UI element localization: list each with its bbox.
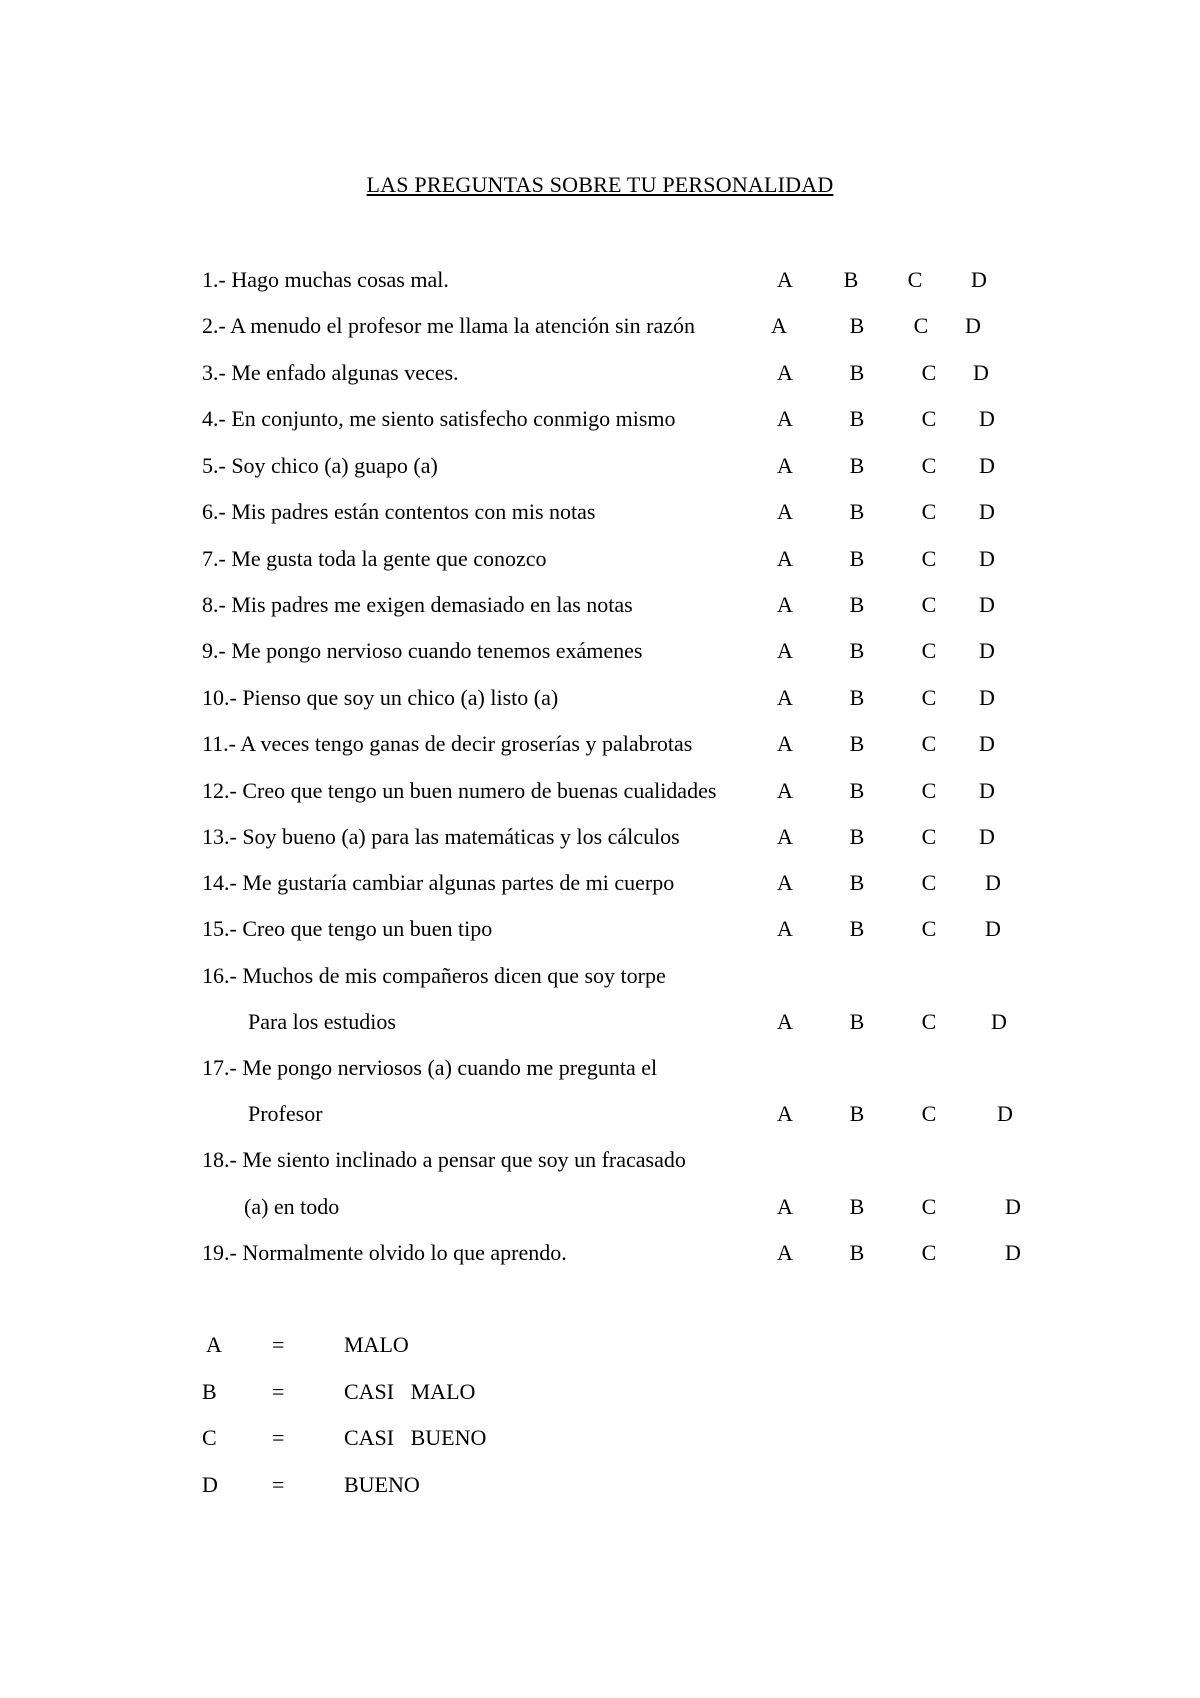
option-a[interactable]: A	[777, 499, 793, 524]
question-text: 18.- Me siento inclinado a pensar que soy un fracasado	[202, 1147, 686, 1172]
question-text: 2.- A menudo el profesor me llama la atención sin razón	[202, 313, 696, 338]
question-text-continuation: Para los estudios	[248, 1009, 396, 1034]
option-b[interactable]: B	[849, 638, 865, 663]
legend-letter: B	[202, 1379, 217, 1404]
question-text: 3.- Me enfado algunas veces.	[202, 360, 459, 385]
question-16-continuation	[202, 1006, 1102, 1038]
option-b[interactable]: B	[843, 267, 859, 292]
question-8	[202, 589, 1102, 621]
option-d[interactable]: D	[1005, 1194, 1021, 1219]
legend-row-d	[202, 1469, 702, 1501]
option-c[interactable]: C	[921, 546, 937, 571]
option-c[interactable]: C	[921, 870, 937, 895]
option-a[interactable]: A	[777, 916, 793, 941]
option-b[interactable]: B	[849, 406, 865, 431]
question-10	[202, 682, 1102, 714]
option-b[interactable]: B	[849, 499, 865, 524]
option-c[interactable]: C	[921, 1101, 937, 1126]
question-13	[202, 821, 1102, 853]
question-text: 4.- En conjunto, me siento satisfecho conmigo mismo	[202, 406, 676, 431]
option-b[interactable]: B	[849, 916, 865, 941]
option-a[interactable]: A	[777, 685, 793, 710]
option-a[interactable]: A	[777, 406, 793, 431]
legend-row-c	[202, 1422, 702, 1454]
option-a[interactable]: A	[777, 731, 793, 756]
option-a[interactable]: A	[777, 638, 793, 663]
option-b[interactable]: B	[849, 453, 865, 478]
option-a[interactable]: A	[777, 592, 793, 617]
question-17-continuation	[202, 1098, 1102, 1130]
option-a[interactable]: A	[777, 1009, 793, 1034]
option-a[interactable]: A	[771, 313, 787, 338]
option-d[interactable]: D	[979, 685, 995, 710]
legend-letter: C	[202, 1425, 217, 1450]
option-d[interactable]: D	[979, 499, 995, 524]
legend-letter: D	[202, 1472, 218, 1497]
option-b[interactable]: B	[849, 870, 865, 895]
option-b[interactable]: B	[849, 1194, 865, 1219]
option-d[interactable]: D	[997, 1101, 1013, 1126]
question-text: 1.- Hago muchas cosas mal.	[202, 267, 449, 292]
option-c[interactable]: C	[921, 1240, 937, 1265]
option-c[interactable]: C	[921, 638, 937, 663]
legend-equals: =	[272, 1425, 285, 1450]
option-d[interactable]: D	[973, 360, 989, 385]
option-d[interactable]: D	[979, 638, 995, 663]
legend-meaning: BUENO	[344, 1472, 420, 1497]
question-3	[202, 357, 1102, 389]
option-b[interactable]: B	[849, 685, 865, 710]
option-c[interactable]: C	[921, 406, 937, 431]
option-c[interactable]: C	[921, 1009, 937, 1034]
question-text: 11.- A veces tengo ganas de decir groserías y palabrotas	[202, 731, 693, 756]
question-2	[202, 310, 1102, 342]
question-11	[202, 728, 1102, 760]
option-d[interactable]: D	[979, 546, 995, 571]
option-a[interactable]: A	[777, 824, 793, 849]
question-text: 7.- Me gusta toda la gente que conozco	[202, 546, 547, 571]
question-14	[202, 867, 1102, 899]
question-text: 6.- Mis padres están contentos con mis notas	[202, 499, 596, 524]
option-c[interactable]: C	[921, 685, 937, 710]
option-b[interactable]: B	[849, 592, 865, 617]
question-12	[202, 775, 1102, 807]
option-d[interactable]: D	[979, 592, 995, 617]
option-c[interactable]: C	[921, 916, 937, 941]
option-a[interactable]: A	[777, 1240, 793, 1265]
option-c[interactable]: C	[921, 1194, 937, 1219]
legend-meaning: CASI MALO	[344, 1379, 476, 1404]
option-d[interactable]: D	[979, 778, 995, 803]
question-text: 5.- Soy chico (a) guapo (a)	[202, 453, 438, 478]
legend-letter: A	[206, 1332, 222, 1357]
legend-equals: =	[272, 1379, 285, 1404]
option-c[interactable]: C	[921, 360, 937, 385]
legend-meaning: MALO	[344, 1332, 409, 1357]
question-text-continuation: (a) en todo	[244, 1194, 340, 1219]
question-text: 19.- Normalmente olvido lo que aprendo.	[202, 1240, 567, 1265]
option-d[interactable]: D	[971, 267, 987, 292]
question-17	[202, 1052, 1102, 1084]
option-c[interactable]: C	[913, 313, 929, 338]
question-text: 14.- Me gustaría cambiar algunas partes de mi cuerpo	[202, 870, 675, 895]
option-b[interactable]: B	[849, 360, 865, 385]
option-b[interactable]: B	[849, 778, 865, 803]
option-c[interactable]: C	[921, 453, 937, 478]
option-a[interactable]: A	[777, 1194, 793, 1219]
question-text: 8.- Mis padres me exigen demasiado en las notas	[202, 592, 633, 617]
option-c[interactable]: C	[921, 499, 937, 524]
option-d[interactable]: D	[991, 1009, 1007, 1034]
option-b[interactable]: B	[849, 1101, 865, 1126]
option-c[interactable]: C	[921, 778, 937, 803]
option-b[interactable]: B	[849, 1009, 865, 1034]
question-text: 12.- Creo que tengo un buen numero de buenas cualidades	[202, 778, 717, 803]
option-c[interactable]: C	[921, 731, 937, 756]
question-16	[202, 960, 1102, 992]
legend-row-b	[202, 1376, 702, 1408]
option-a[interactable]: A	[777, 778, 793, 803]
question-text: 16.- Muchos de mis compañeros dicen que soy torpe	[202, 963, 666, 988]
legend-equals: =	[272, 1332, 285, 1357]
option-b[interactable]: B	[849, 731, 865, 756]
option-d[interactable]: D	[985, 916, 1001, 941]
option-d[interactable]: D	[965, 313, 981, 338]
option-a[interactable]: A	[777, 267, 793, 292]
option-c[interactable]: C	[907, 267, 923, 292]
option-d[interactable]: D	[979, 406, 995, 431]
option-b[interactable]: B	[849, 1240, 865, 1265]
question-7	[202, 543, 1102, 575]
option-b[interactable]: B	[849, 824, 865, 849]
page-title: LAS PREGUNTAS SOBRE TU PERSONALIDAD	[366, 172, 834, 197]
question-19	[202, 1237, 1102, 1269]
question-5	[202, 450, 1102, 482]
question-text: 13.- Soy bueno (a) para las matemáticas y los cálculos	[202, 824, 680, 849]
question-9	[202, 635, 1102, 667]
option-a[interactable]: A	[777, 453, 793, 478]
option-d[interactable]: D	[1005, 1240, 1021, 1265]
option-c[interactable]: C	[921, 824, 937, 849]
legend-row-a	[202, 1329, 702, 1361]
option-d[interactable]: D	[979, 453, 995, 478]
question-18	[202, 1144, 1102, 1176]
legend-meaning: CASI BUENO	[344, 1425, 487, 1450]
option-c[interactable]: C	[921, 592, 937, 617]
question-text: 17.- Me pongo nerviosos (a) cuando me pregunta el	[202, 1055, 658, 1080]
option-a[interactable]: A	[777, 870, 793, 895]
option-d[interactable]: D	[985, 870, 1001, 895]
option-d[interactable]: D	[979, 824, 995, 849]
option-d[interactable]: D	[979, 731, 995, 756]
option-a[interactable]: A	[777, 546, 793, 571]
question-text: 9.- Me pongo nervioso cuando tenemos exámenes	[202, 638, 643, 663]
option-b[interactable]: B	[849, 313, 865, 338]
option-b[interactable]: B	[849, 546, 865, 571]
question-text: 10.- Pienso que soy un chico (a) listo (a)	[202, 685, 559, 710]
question-15	[202, 913, 1102, 945]
question-1	[202, 264, 1102, 296]
question-4	[202, 403, 1102, 435]
question-text: 15.- Creo que tengo un buen tipo	[202, 916, 493, 941]
question-text-continuation: Profesor	[248, 1101, 323, 1126]
option-a[interactable]: A	[777, 1101, 793, 1126]
legend-equals: =	[272, 1472, 285, 1497]
question-6	[202, 496, 1102, 528]
question-18-continuation	[202, 1191, 1102, 1223]
option-a[interactable]: A	[777, 360, 793, 385]
